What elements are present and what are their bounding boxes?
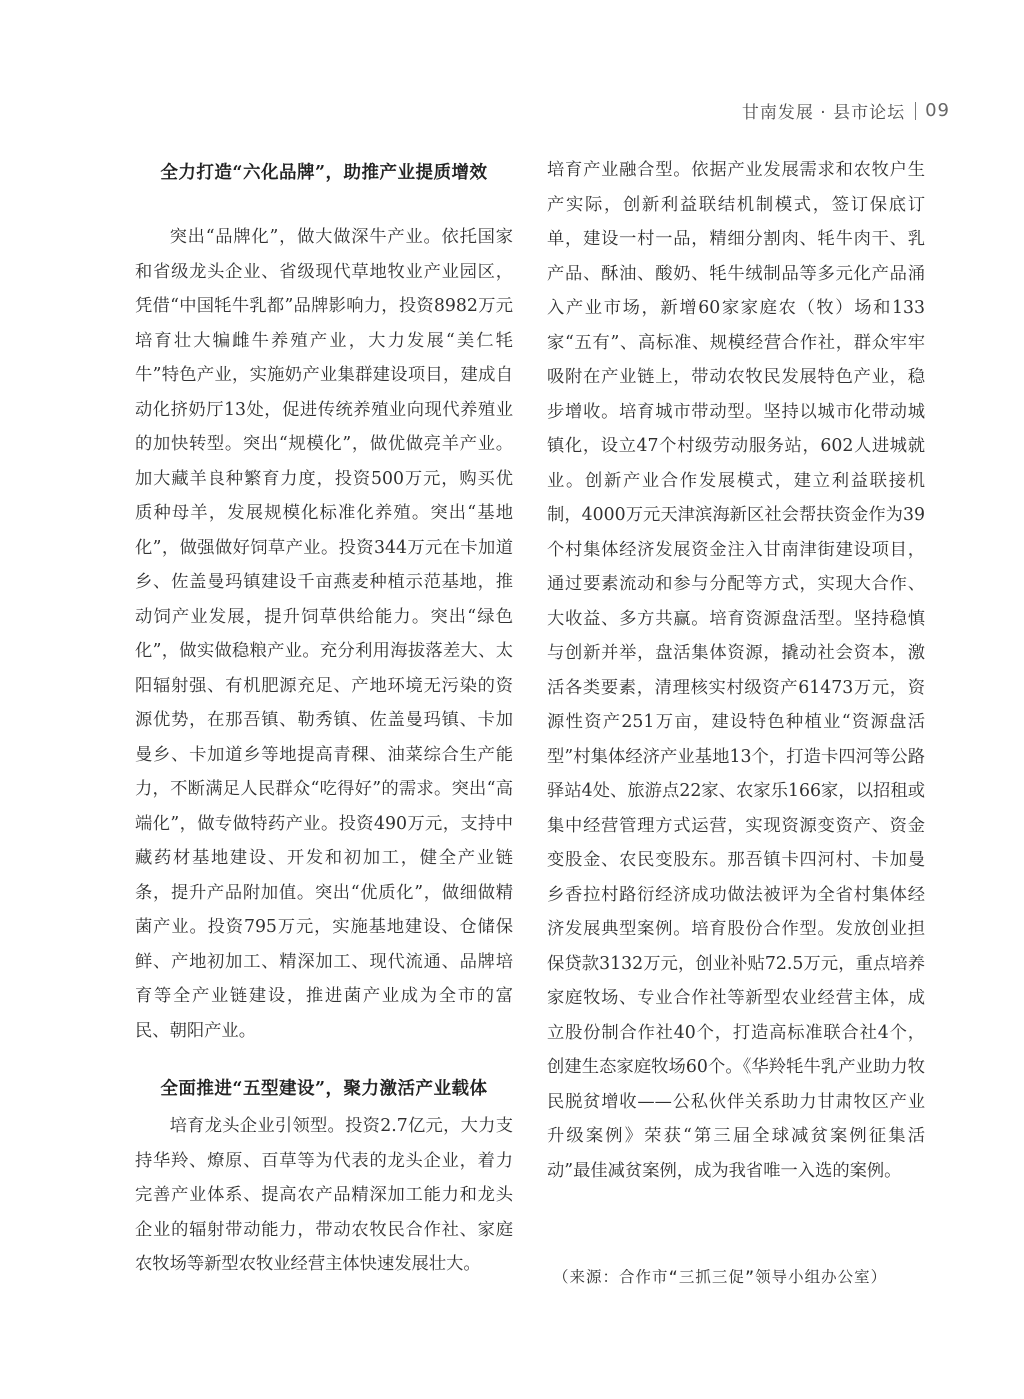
header-divider xyxy=(915,102,916,120)
body-paragraph-brands: 突出“品牌化”，做大做深牛产业。依托国家和省级龙头企业、省级现代草地牧业产业园区，凭借“中国牦牛乳都”品牌影响力，投资8982万元培育壮大犏雌牛养殖产业，大力发展“美仁牦牛”特色产业，实施奶产业集群建设项目，建成自动化挤奶厅13处，促进传统养殖业向现代养殖业的加快转型。突出“规模化”，做优做亮羊产业。加大藏羊良种繁育力度，投资500万元，购买优质种母羊，发展规模化标准化养殖。突出“基地化”，做强做好饲草产业。投资344万元在卡加道乡、佐盖曼玛镇建设千亩燕麦种植示范基地，推动饲产业发展，提升饲草供给能力。突出“绿色化”，做实做稳粮产业。充分利用海拔落差大、太阳辐射强、有机肥源充足、产地环境无污染的资源优势，在那吾镇、勒秀镇、佐盖曼玛镇、卡加曼乡、卡加道乡等地提高青稞、油菜综合生产能力，不断满足人民群众“吃得好”的需求。突出“高端化”，做专做特药产业。投资490万元，支持中藏药材基地建设、开发和初加工，健全产业链条，提升产品附加值。突出“优质化”，做细做精菌产业。投资795万元，实施基地建设、仓储保鲜、产地初加工、精深加工、现代流通、品牌培育等全产业链建设，推进菌产业成为全市的富民、朝阳产业。 xyxy=(135,227,513,1041)
body-paragraph-leading-enterprises: 培育龙头企业引领型。投资2.7亿元，大力支持华羚、燎原、百草等为代表的龙头企业，着力完善产业体系、提高农产品精深加工能力和龙头企业的辐射带动能力，带动农牧民合作社、家庭农牧场等新型农牧业经营主体快速发展壮大。 xyxy=(135,1116,513,1274)
running-header xyxy=(742,98,950,123)
right-column xyxy=(547,153,925,1188)
section-heading-five-types: 全面推进“五型建设”，聚力激活产业载体 xyxy=(160,1079,488,1099)
source-attribution: （来源：合作市“三抓三促”领导小组办公室） xyxy=(553,1268,888,1286)
page-number: 09 xyxy=(925,100,950,121)
body-paragraph-continued: 培育产业融合型。依据产业发展需求和农牧户生产实际，创新利益联结机制模式，签订保底订单，建设一村一品，精细分割肉、牦牛肉干、乳产品、酥油、酸奶、牦牛绒制品等多元化产品涌入产业市场，新增60家家庭农（牧）场和133家“五有”、高标准、规模经营合作社，群众牢牢吸附在产业链上，带动农牧民发展特色产业，稳步增收。培育城市带动型。坚持以城市化带动城镇化，设立47个村级劳动服务站，602人进城就业。创新产业合作发展模式，建立利益联接机制，4000万元天津滨海新区社会帮扶资金作为39个村集体经济发展资金注入甘南津街建设项目，通过要素流动和参与分配等方式，实现大合作、大收益、多方共赢。培育资源盘活型。坚持稳慎与创新并举，盘活集体资源，撬动社会资本，激活各类要素，清理核实村级资产61473万元，资源性资产251万亩，建设特色种植业“资源盘活型”村集体经济产业基地13个，打造卡四河等公路驿站4处、旅游点22家、农家乐166家，以招租或集中经营管理方式运营，实现资源变资产、资金变股金、农民变股东。那吾镇卡四河村、卡加曼乡香拉村路衍经济成功做法被评为全省村集体经济发展典型案例。培育股份合作型。发放创业担保贷款3132万元，创业补贴72.5万元，重点培养家庭牧场、专业合作社等新型农业经营主体，成立股份制合作社40个，打造高标准联合社4个，创建生态家庭牧场60个。《华羚牦牛乳产业助力牧民脱贫增收——公私伙伴关系助力甘肃牧区产业升级案例》荣获“第三届全球减贫案例征集活动”最佳减贫案例，成为我省唯一入选的案例。 xyxy=(547,160,925,1181)
left-column xyxy=(135,153,513,1282)
section-title: 甘南发展 · 县市论坛 xyxy=(741,103,906,123)
section-heading-six-brands: 全力打造“六化品牌”，助推产业提质增效 xyxy=(160,163,488,183)
